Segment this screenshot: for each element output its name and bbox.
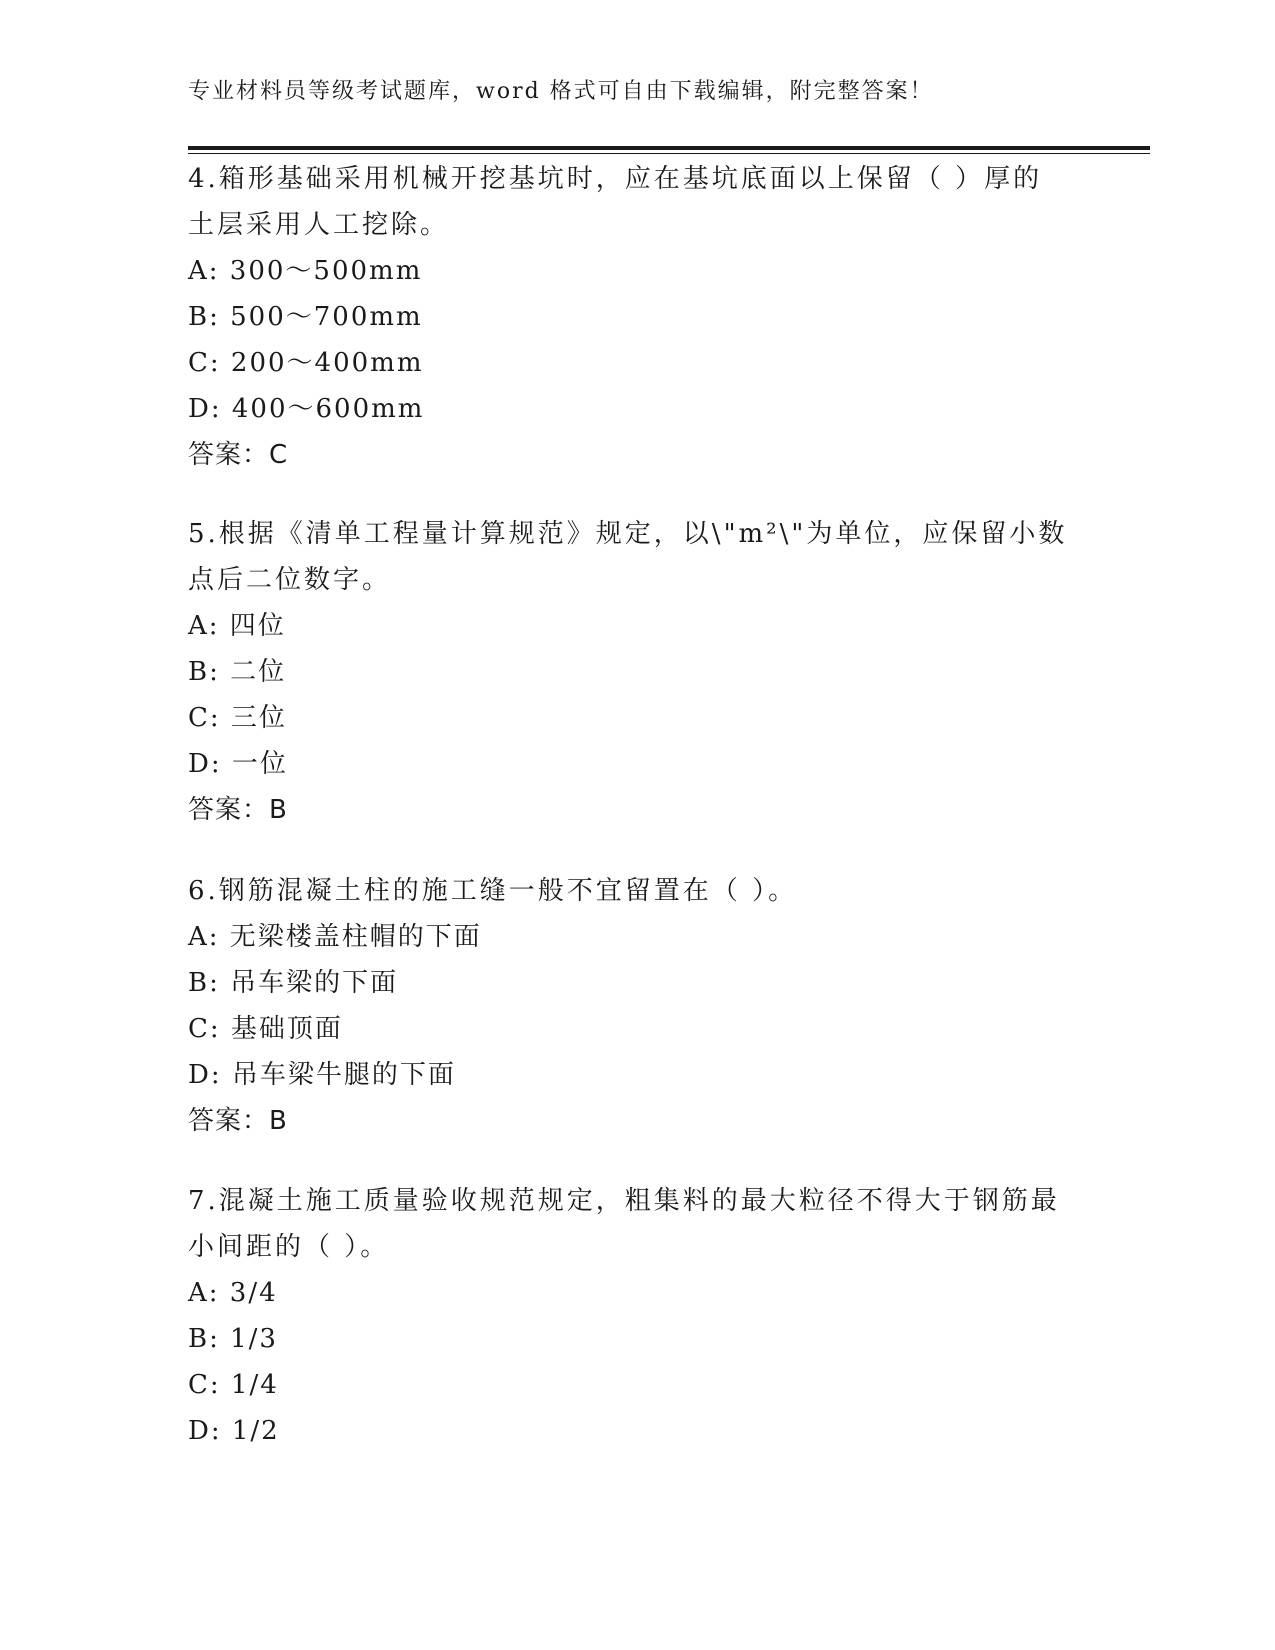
question-stem: 4.箱形基础采用机械开挖基坑时，应在基坑底面以上保留（ ）厚的土层采用人工挖除。 <box>188 164 1043 240</box>
option-c: C: 1/4 <box>188 1370 279 1400</box>
question-stem: 7.混凝土施工质量验收规范规定，粗集料的最大粒径不得大于钢筋最小间距的（ ）。 <box>188 1186 1060 1262</box>
option-b: B: 500～700mm <box>188 302 423 332</box>
option-a: A: 四位 <box>188 611 286 641</box>
option-a: A: 无梁楼盖柱帽的下面 <box>188 922 482 952</box>
option-c: C: 三位 <box>188 703 287 733</box>
header-rule-thick <box>188 146 1150 150</box>
answer: 答案：C <box>188 440 289 470</box>
option-a: A: 3/4 <box>188 1278 278 1308</box>
page-header: 专业材料员等级考试题库，word 格式可自由下载编辑，附完整答案！ <box>188 79 934 104</box>
question-5 <box>188 511 1088 833</box>
option-c: C: 基础顶面 <box>188 1014 343 1044</box>
question-6 <box>188 868 1088 1144</box>
option-a: A: 300～500mm <box>188 256 423 286</box>
answer: 答案：B <box>188 1106 288 1136</box>
answer: 答案：B <box>188 795 288 825</box>
option-d: D: 一位 <box>188 749 288 779</box>
option-d: D: 400～600mm <box>188 394 425 424</box>
option-b: B: 1/3 <box>188 1324 278 1354</box>
option-b: B: 吊车梁的下面 <box>188 968 399 998</box>
question-7 <box>188 1178 1088 1454</box>
option-d: D: 1/2 <box>188 1416 280 1446</box>
header-rule-thin <box>188 153 1150 154</box>
option-b: B: 二位 <box>188 657 287 687</box>
question-stem: 6.钢筋混凝土柱的施工缝一般不宜留置在（ ）。 <box>188 876 798 906</box>
option-c: C: 200～400mm <box>188 348 424 378</box>
option-d: D: 吊车梁牛腿的下面 <box>188 1060 456 1090</box>
question-4 <box>188 156 1088 478</box>
question-stem: 5.根据《清单工程量计算规范》规定，以\"m²\"为单位，应保留小数点后二位数字。 <box>188 519 1068 595</box>
